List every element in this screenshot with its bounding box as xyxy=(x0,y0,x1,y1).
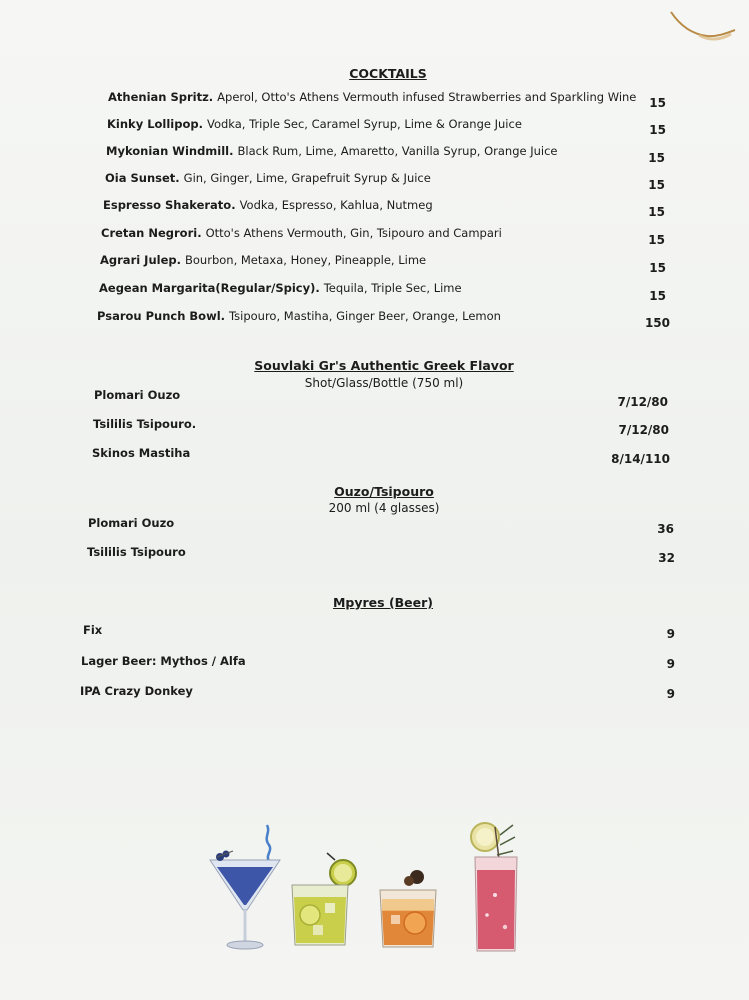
menu-item xyxy=(93,417,196,431)
item-name: Psarou Punch Bowl. xyxy=(97,309,226,323)
item-description: Black Rum, Lime, Amaretto, Vanilla Syrup, Orange Juice xyxy=(237,144,558,158)
ouzo-subheading: 200 ml (4 glasses) xyxy=(328,501,440,515)
item-name: Plomari Ouzo xyxy=(88,516,175,530)
item-price: 15 xyxy=(649,123,666,137)
menu-item xyxy=(100,253,426,267)
item-name: Agrari Julep. xyxy=(100,253,181,267)
item-price: 15 xyxy=(649,289,666,303)
item-price: 7/12/80 xyxy=(618,423,669,437)
item-name: Skinos Mastiha xyxy=(92,446,191,460)
item-name: IPA Crazy Donkey xyxy=(80,684,193,698)
item-price: 9 xyxy=(666,627,675,641)
item-name: Oia Sunset. xyxy=(105,171,180,185)
item-description: Vodka, Espresso, Kahlua, Nutmeg xyxy=(239,198,433,212)
menu-item xyxy=(108,90,636,104)
item-name: Cretan Negrori. xyxy=(101,226,202,240)
menu-item xyxy=(103,198,433,212)
item-description: Aperol, Otto's Athens Vermouth infused Strawberries and Sparkling Wine xyxy=(217,90,637,104)
item-price: 15 xyxy=(649,261,666,275)
menu-item xyxy=(81,654,246,668)
menu-item xyxy=(106,144,558,158)
item-name: Lager Beer: Mythos / Alfa xyxy=(81,654,246,668)
item-description: Tsipouro, Mastiha, Ginger Beer, Orange, Lemon xyxy=(229,309,501,323)
item-name: Kinky Lollipop. xyxy=(107,117,203,131)
item-name: Mykonian Windmill. xyxy=(106,144,234,158)
item-name: Aegean Margarita(Regular/Spicy). xyxy=(99,281,320,295)
item-name: Tsililis Tsipouro xyxy=(87,545,186,559)
item-description: Gin, Ginger, Lime, Grapefruit Syrup & Juice xyxy=(183,171,431,185)
beer-heading: Mpyres (Beer) xyxy=(332,595,434,610)
item-price: 7/12/80 xyxy=(617,395,668,409)
item-price: 9 xyxy=(666,657,675,671)
item-description: Otto's Athens Vermouth, Gin, Tsipouro and Campari xyxy=(205,226,502,240)
menu-item xyxy=(87,545,186,559)
item-price: 9 xyxy=(666,687,675,701)
menu-item xyxy=(88,516,174,530)
item-price: 15 xyxy=(648,233,665,247)
martini-glass-icon xyxy=(210,825,280,949)
menu-item xyxy=(99,281,462,295)
item-price: 15 xyxy=(648,178,665,192)
item-name: Tsililis Tsipouro. xyxy=(93,417,197,431)
menu-item xyxy=(101,226,502,240)
item-price: 32 xyxy=(658,551,675,565)
menu-item xyxy=(97,309,501,323)
item-name: Fix xyxy=(83,623,103,637)
item-name: Plomari Ouzo xyxy=(94,388,181,402)
item-description: Vodka, Triple Sec, Caramel Syrup, Lime & Orange Juice xyxy=(206,117,522,131)
item-price: 36 xyxy=(657,522,674,536)
item-description: Bourbon, Metaxa, Honey, Pineapple, Lime xyxy=(185,253,427,267)
ouzo-heading: Ouzo/Tsipouro xyxy=(334,484,434,499)
item-price: 8/14/110 xyxy=(611,452,670,466)
menu-item xyxy=(107,117,522,131)
item-price: 15 xyxy=(648,205,665,219)
lemon-cocktail-icon xyxy=(292,853,356,945)
menu-item xyxy=(83,623,102,637)
cocktails-heading: COCKTAILS xyxy=(349,66,427,81)
authentic-heading: Souvlaki Gr's Authentic Greek Flavor xyxy=(254,358,514,373)
pink-highball-icon xyxy=(471,823,517,951)
menu-item xyxy=(80,684,193,698)
menu-item xyxy=(92,446,190,460)
item-price: 150 xyxy=(644,316,670,330)
item-name: Athenian Spritz. xyxy=(108,90,214,104)
drinks-illustration xyxy=(195,815,535,960)
authentic-subheading: Shot/Glass/Bottle (750 ml) xyxy=(304,376,464,390)
torn-corner-icon xyxy=(669,8,739,48)
item-price: 15 xyxy=(648,151,665,165)
orange-cocktail-icon xyxy=(380,870,436,947)
item-name: Espresso Shakerato. xyxy=(103,198,236,212)
item-description: Tequila, Triple Sec, Lime xyxy=(323,281,462,295)
menu-item xyxy=(105,171,431,185)
menu-item xyxy=(94,388,180,402)
item-price: 15 xyxy=(649,96,666,110)
